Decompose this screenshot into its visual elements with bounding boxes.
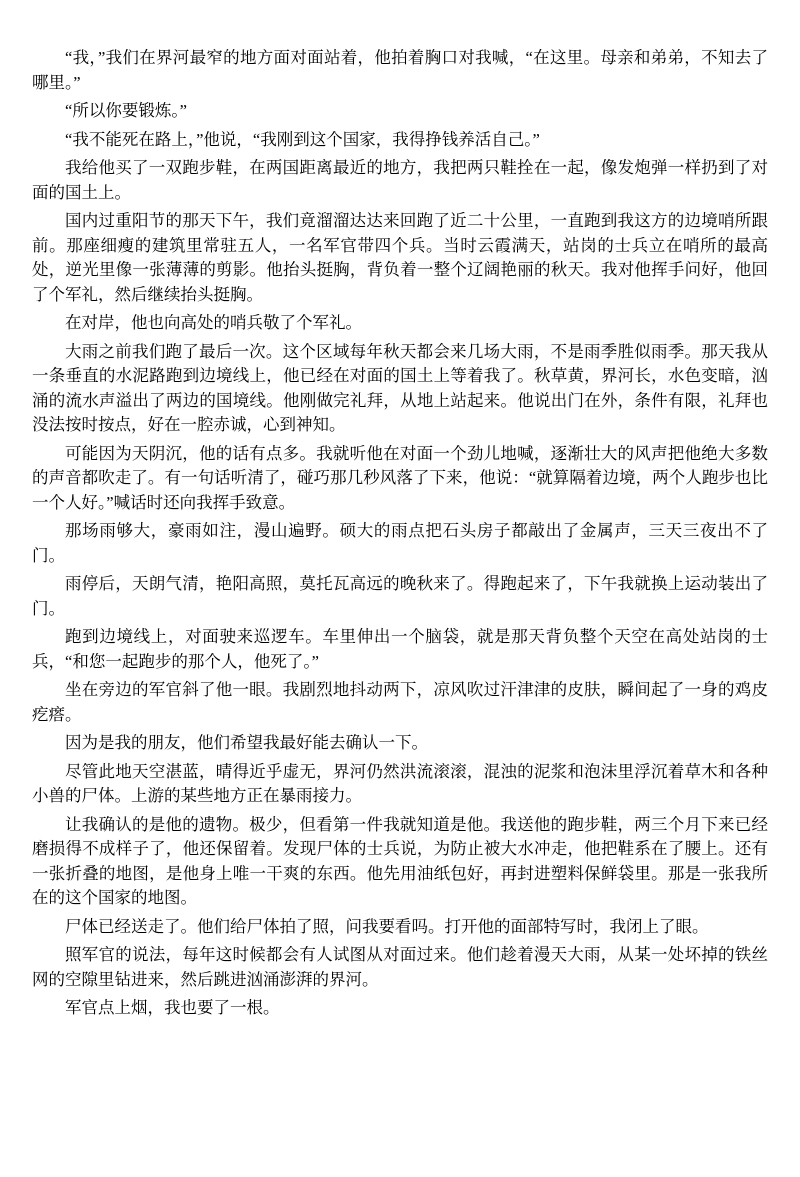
paragraph-12: 坐在旁边的军官斜了他一眼。我剧烈地抖动两下，凉风吹过汗津津的皮肤，瞬间起了一身的鸡皮疙瘩。 (32, 680, 768, 724)
paragraph-8: 可能因为天阴沉，他的话有点多。我就听他在对面一个劲儿地喊，逐渐壮大的风声把他绝大多数的声音都吹走了。有一句话听清了，碰巧那几秒风落了下来，他说：“就算隔着边境，两个人跑步也比一个人好。”喊话时还向我挥手致意。 (32, 443, 768, 512)
paragraph-18: 军官点上烟，我也要了一根。 (65, 998, 280, 1017)
paragraph-17: 照军官的说法，每年这时候都会有人试图从对面过来。他们趁着漫天大雨，从某一处坏掉的铁丝网的空隙里钻进来，然后跳进汹涌澎湃的界河。 (32, 945, 768, 989)
paragraph-11: 跑到边境线上，对面驶来巡逻车。车里伸出一个脑袋，就是那天背负整个天空在高处站岗的士兵，“和您一起跑步的那个人，他死了。” (32, 627, 768, 671)
paragraph-5: 国内过重阳节的那天下午，我们竟溜溜达达来回跑了近二十公里，一直跑到我这方的边境哨所跟前。那座细瘦的建筑里常驻五人，一名军官带四个兵。当时云霞满天，站岗的士兵立在哨所的最高处，逆光里像一张薄薄的剪影。他抬头挺胸，背负着一整个辽阔艳丽的秋天。我对他挥手问好，他回了个军礼，然后继续抬头挺胸。 (32, 211, 768, 304)
paragraph-4: 我给他买了一双跑步鞋，在两国距离最近的地方，我把两只鞋拴在一起，像发炮弹一样扔到了对面的国土上。 (32, 158, 768, 202)
paragraph-15: 让我确认的是他的遗物。极少，但看第一件我就知道是他。我送他的跑步鞋，两三个月下来已经磨损得不成样子了，他还保留着。发现尸体的士兵说，为防止被大水冲走，他把鞋系在了腰上。还有一张折叠的地图，是他身上唯一干爽的东西。他先用油纸包好，再封进塑料保鲜袋里。那是一张我所在的这个国家的地图。 (32, 814, 768, 907)
paragraph-10: 雨停后，天朗气清，艳阳高照，莫托瓦高远的晚秋来了。得跑起来了，下午我就换上运动装出了门。 (32, 574, 768, 618)
paragraph-6: 在对岸，他也向高处的哨兵敬了个军礼。 (65, 313, 362, 332)
paragraph-7: 大雨之前我们跑了最后一次。这个区域每年秋天都会来几场大雨，不是雨季胜似雨季。那天我从一条垂直的水泥路跑到边境线上，他已经在对面的国土上等着我了。秋草黄，界河长，水色变暗，汹涌的流水声溢出了两边的国境线。他刚做完礼拜，从地上站起来。他说出门在外，条件有限，礼拜也没法按时按点，好在一腔赤诚，心到神知。 (32, 341, 768, 434)
paragraph-14: 尽管此地天空湛蓝，晴得近乎虚无，界河仍然洪流滚滚，混浊的泥浆和泡沫里浮沉着草木和各种小兽的尸体。上游的某些地方正在暴雨接力。 (32, 761, 768, 805)
paragraph-9: 那场雨够大，豪雨如注，漫山遍野。硕大的雨点把石头房子都敲出了金属声，三天三夜出不了门。 (32, 521, 768, 565)
paragraph-16: 尸体已经送走了。他们给尸体拍了照，问我要看吗。打开他的面部特写时，我闭上了眼。 (65, 916, 709, 936)
paragraph-3: “我不能死在路上，”他说，“我刚到这个国家，我得挣钱养活自己。” (65, 129, 540, 149)
paragraph-1: “我，”我们在界河最窄的地方面对面站着，他拍着胸口对我喊，“在这里。母亲和弟弟，不知去了哪里。” (32, 48, 768, 92)
paragraph-2: “所以你要锻炼。” (65, 101, 187, 120)
paragraph-13: 因为是我的朋友，他们希望我最好能去确认一下。 (65, 733, 428, 752)
